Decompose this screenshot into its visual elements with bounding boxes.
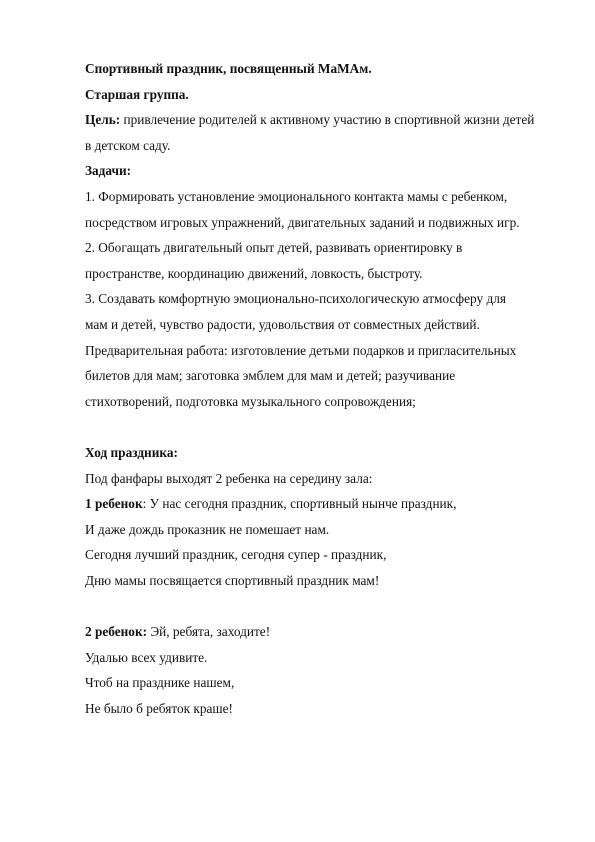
task-line: посредством игровых упражнений, двигательных заданий и подвижных игр. xyxy=(85,214,520,230)
task-line: 2. Обогащать двигательный опыт детей, развивать ориентировку в xyxy=(85,240,463,256)
child2-label: 2 ребенок: xyxy=(85,624,148,640)
intro-line: Под фанфары выходят 2 ребенка на середину зала: xyxy=(85,470,373,486)
group-heading: Старшая группа. xyxy=(85,86,189,102)
goal-line-1 xyxy=(85,107,565,133)
paragraph-spacer xyxy=(85,593,565,619)
child1-line-1 xyxy=(85,491,565,517)
child2-line: Удалью всех удивите. xyxy=(85,649,208,665)
child1-line: Дню мамы посвящается спортивный праздник мам! xyxy=(85,572,380,588)
goal-line-2: в детском саду. xyxy=(85,137,171,153)
goal-label: Цель: xyxy=(85,112,121,128)
child2-text: Эй, ребята, заходите! xyxy=(147,624,271,640)
task-line: 3. Создавать комфортную эмоционально-психологическую атмосферу для xyxy=(85,291,506,307)
child2-line: Не было б ребяток краше! xyxy=(85,700,233,716)
child2-line-1 xyxy=(85,619,565,645)
task-line: мам и детей, чувство радости, удовольствия от совместных действий. xyxy=(85,316,480,332)
child1-line: И даже дождь проказник не помешает нам. xyxy=(85,521,330,537)
course-heading: Ход праздника: xyxy=(85,444,178,460)
child1-text: : У нас сегодня праздник, спортивный нынче праздник, xyxy=(142,496,457,512)
tasks-heading: Задачи: xyxy=(85,163,132,179)
prep-line: билетов для мам; заготовка эмблем для мам и детей; разучивание xyxy=(85,368,456,384)
child2-line: Чтоб на празднике нашем, xyxy=(85,675,235,691)
prep-line: стихотворений, подготовка музыкального сопровождения; xyxy=(85,393,416,409)
child1-label: 1 ребенок xyxy=(85,496,143,512)
task-line: пространстве, координацию движений, ловкость, быстроту. xyxy=(85,265,423,281)
document-body xyxy=(85,56,565,721)
prep-line: Предварительная работа: изготовление детьми подарков и пригласительных xyxy=(85,342,517,358)
document-title: Спортивный праздник, посвященный МаМАм. xyxy=(85,61,372,76)
task-line: 1. Формировать установление эмоционального контакта мамы с ребенком, xyxy=(85,188,508,204)
paragraph-spacer xyxy=(85,414,565,440)
goal-text: привлечение родителей к активному участию в спортивной жизни детей xyxy=(120,112,535,128)
child1-line: Сегодня лучший праздник, сегодня супер - праздник, xyxy=(85,547,387,563)
